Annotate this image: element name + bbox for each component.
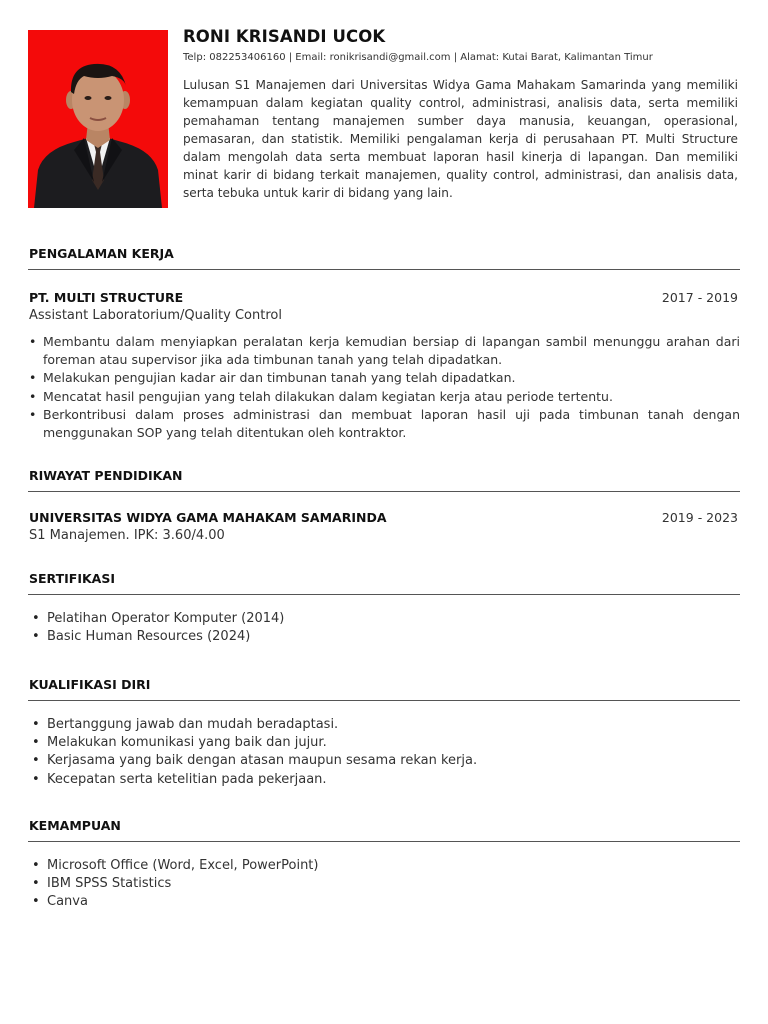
experience-period: 2017 - 2019: [661, 290, 738, 305]
list-item: • Kerjasama yang baik dengan atasan maupun sesama rekan kerja.: [28, 752, 740, 770]
list-item: • Pelatihan Operator Komputer (2014): [28, 610, 740, 628]
experience-section: [28, 246, 740, 442]
profile-summary: Lulusan S1 Manajemen dari Universitas Widya Gama Mahakam Samarinda yang memiliki kemampuan dalam kegiatan quality control, administrasi, analisis data, serta memiliki pemahaman tentang manajemen sumber daya manusia, keuangan, operasional, pemasaran, dan statistik. Memiliki pengalaman kerja di perusahaan PT. Multi Structure dalam mengolah data serta membuat laporan hasil kinerja di lapangan. Dan memiliki minat karir di bidang terkait manajemen, quality control, administrasi, dan analisis data, serta tebuka untuk karir di bidang yang lain.: [183, 78, 738, 200]
section-title-certifications: SERTIFIKASI: [29, 571, 115, 586]
list-item: • Mencatat hasil pengujian yang telah dilakukan dalam kegiatan kerja atau periode tertentu.: [28, 388, 740, 406]
section-title-education: RIWAYAT PENDIDIKAN: [29, 468, 183, 483]
qualification-list: [28, 716, 740, 789]
header-text: [183, 28, 738, 202]
certifications-section: [28, 571, 740, 646]
skill-list: [28, 857, 740, 912]
experience-duties: [28, 333, 740, 442]
section-title-qualifications: KUALIFIKASI DIRI: [29, 677, 151, 692]
list-item: • Membantu dalam menyiapkan peralatan kerja kemudian bersiap di lapangan sambil menunggu arahan dari foreman atau supervisor jika ada timbunan tanah yang telah dipadatkan.: [28, 333, 740, 369]
list-item: • Berkontribusi dalam proses administrasi dan membuat laporan hasil uji pada timbunan tanah dengan menggunakan SOP yang telah ditentukan oleh kontraktor.: [28, 406, 740, 442]
certification-list: [28, 610, 740, 646]
list-item: • Melakukan pengujian kadar air dan timbunan tanah yang telah dipadatkan.: [28, 369, 740, 387]
profile-photo: [28, 30, 168, 208]
list-item: • IBM SPSS Statistics: [28, 875, 740, 893]
school-name: UNIVERSITAS WIDYA GAMA MAHAKAM SAMARINDA: [29, 510, 387, 525]
degree-detail: S1 Manajemen. IPK: 3.60/4.00: [29, 528, 225, 543]
list-item: • Bertanggung jawab dan mudah beradaptasi.: [28, 716, 740, 734]
resume-header: [28, 28, 740, 208]
job-role: Assistant Laboratorium/Quality Control: [29, 308, 282, 323]
section-title-experience: PENGALAMAN KERJA: [29, 246, 174, 261]
contact-info: Telp: 082253406160 | Email: ronikrisandi@gmail.com | Alamat: Kutai Barat, Kalimantan Timur: [183, 52, 653, 63]
education-entry-header: [28, 509, 740, 527]
list-item: • Basic Human Resources (2024): [28, 628, 740, 646]
section-title-skills: KEMAMPUAN: [29, 818, 121, 833]
list-item: • Canva: [28, 893, 740, 911]
qualifications-section: [28, 677, 740, 789]
company-name: PT. MULTI STRUCTURE: [29, 290, 184, 305]
candidate-name: RONI KRISANDI UCOK: [183, 27, 386, 46]
list-item: • Melakukan komunikasi yang baik dan jujur.: [28, 734, 740, 752]
education-section: [28, 468, 740, 545]
experience-entry-header: [28, 289, 740, 307]
list-item: • Kecepatan serta ketelitian pada pekerjaan.: [28, 771, 740, 789]
list-item: • Microsoft Office (Word, Excel, PowerPoint): [28, 857, 740, 875]
education-period: 2019 - 2023: [661, 510, 738, 525]
skills-section: [28, 818, 740, 912]
